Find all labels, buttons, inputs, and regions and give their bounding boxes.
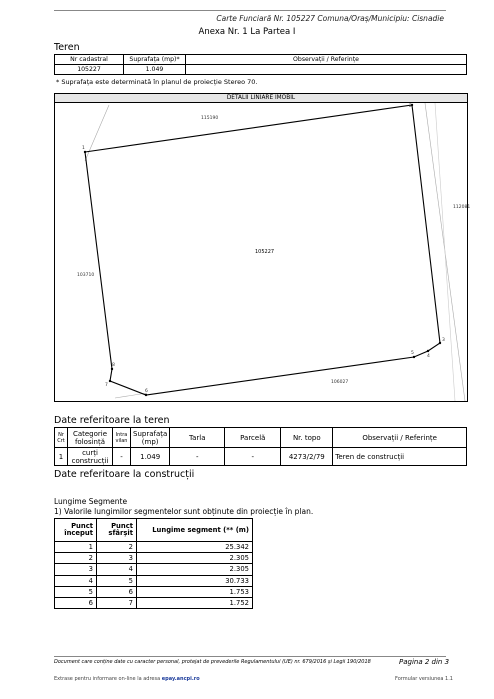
segments-title: Lungime Segmente <box>54 497 128 506</box>
vertex-label: 7 <box>105 383 108 388</box>
column-header: Suprafața (mp)* <box>124 55 186 65</box>
table-header-row <box>55 55 467 65</box>
table-cell <box>186 65 467 75</box>
column-header: Lungime segment (** (m) <box>137 519 253 542</box>
table-cell: 2 <box>97 542 137 553</box>
footer-rule <box>54 656 446 657</box>
table-row <box>55 575 253 586</box>
vertex-label: 3 <box>442 338 445 343</box>
document-title: Carte Funciară Nr. 105227 Comuna/Oraș/Municipiu: Cisnadie <box>216 14 444 23</box>
table-header-row <box>55 519 253 542</box>
table-row <box>55 65 467 75</box>
teren-table <box>54 54 467 75</box>
vertex-label: 8 <box>112 363 115 368</box>
neighbor-label: 103710 <box>77 273 95 278</box>
neighbor-boundary <box>85 105 109 161</box>
table-cell: 4273/2/79 <box>281 448 333 466</box>
table-cell: 1 <box>55 542 97 553</box>
table-cell: 25.342 <box>137 542 253 553</box>
table-cell: 2.305 <box>137 553 253 564</box>
table-row <box>55 586 253 597</box>
table-cell: 1.753 <box>137 586 253 597</box>
segments-table <box>54 518 253 609</box>
table-cell: 4 <box>97 564 137 575</box>
column-header: Punct început <box>55 519 97 542</box>
column-header: Punct sfârșit <box>97 519 137 542</box>
teren-section-title: Teren <box>54 42 80 53</box>
constructii-section-title: Date referitoare la construcții <box>54 469 195 480</box>
vertex-label: 6 <box>145 389 148 394</box>
vertex-label: 4 <box>427 354 430 359</box>
table-cell: 30.733 <box>137 575 253 586</box>
table-row <box>55 553 253 564</box>
table-cell: - <box>170 448 225 466</box>
vertex-label: 1 <box>82 146 85 151</box>
table-cell: 1 <box>55 448 68 466</box>
table-cell: 7 <box>97 597 137 608</box>
plan-frame <box>54 93 471 402</box>
epay-link[interactable]: epay.ancpi.ro <box>161 676 200 682</box>
vertex-point <box>111 368 113 370</box>
column-header: Nr Crt <box>55 428 68 448</box>
segments-subtitle: 1) Valorile lungimilor segmentelor sunt obținute din proiecție în plan. <box>54 507 314 516</box>
info-line <box>54 676 200 682</box>
table-cell: - <box>225 448 281 466</box>
column-header: Nr. topo <box>281 428 333 448</box>
table-row <box>55 597 253 608</box>
table-cell: 1.752 <box>137 597 253 608</box>
header-rule <box>54 10 446 11</box>
vertex-point <box>439 342 441 344</box>
column-header: Tarla <box>170 428 225 448</box>
info-prefix: Extrase pentru informare on-line la adresa <box>54 676 161 682</box>
annex-title: Anexa Nr. 1 La Partea I <box>198 27 296 37</box>
parcel-label: 105227 <box>255 249 275 255</box>
table-cell: 6 <box>97 586 137 597</box>
table-cell: 3 <box>97 553 137 564</box>
column-header: Nr cadastral <box>55 55 124 65</box>
table-row <box>55 564 253 575</box>
column-header: Categorie folosință <box>68 428 113 448</box>
vertex-point <box>427 350 429 352</box>
table-cell: 4 <box>55 575 97 586</box>
neighbor-label: 115190 <box>201 116 219 121</box>
surface-note: * Suprafața este determinată în planul de proiecție Stereo 70. <box>56 78 258 86</box>
table-cell: 5 <box>97 575 137 586</box>
legal-notice: Document care conține date cu caracter personal, protejat de prevederile Regulamentului (UE) nr. 679/2016 și Legii 190/2018 <box>54 659 371 665</box>
form-version: Formular versiunea 1.1 <box>395 676 453 682</box>
table-cell: curți construcții <box>68 448 113 466</box>
vertex-label: 5 <box>411 351 414 356</box>
neighbor-boundary <box>435 103 455 401</box>
table-cell: 6 <box>55 597 97 608</box>
table-row <box>55 542 253 553</box>
table-cell: - <box>113 448 131 466</box>
table-cell: 1.049 <box>124 65 186 75</box>
neighbor-label: 106027 <box>331 380 349 385</box>
column-header: Observații / Referințe <box>186 55 467 65</box>
vertex-point <box>413 356 415 358</box>
table-header-row <box>55 428 467 448</box>
teren-data-title: Date referitoare la teren <box>54 415 170 426</box>
vertex-point <box>109 380 111 382</box>
vertex-label: 2 <box>409 104 412 109</box>
table-cell: 2 <box>55 553 97 564</box>
cadastral-plan <box>55 103 471 401</box>
table-cell: 3 <box>55 564 97 575</box>
vertex-point <box>145 394 147 396</box>
column-header: Observații / Referințe <box>333 428 467 448</box>
column-header: Intra vilan <box>113 428 131 448</box>
table-cell: Teren de construcții <box>333 448 467 466</box>
plan-title: DETALII LINIARE IMOBIL <box>55 94 467 103</box>
vertex-point <box>84 151 86 153</box>
table-cell: 5 <box>55 586 97 597</box>
page-number: Pagina 2 din 3 <box>399 658 450 666</box>
neighbor-label: 112081 <box>453 205 471 210</box>
land-data-table <box>54 427 467 466</box>
table-cell: 105227 <box>55 65 124 75</box>
table-cell: 2.305 <box>137 564 253 575</box>
table-cell: 1.049 <box>131 448 170 466</box>
table-row <box>55 448 467 466</box>
column-header: Suprafața (mp) <box>131 428 170 448</box>
column-header: Parcelă <box>225 428 281 448</box>
